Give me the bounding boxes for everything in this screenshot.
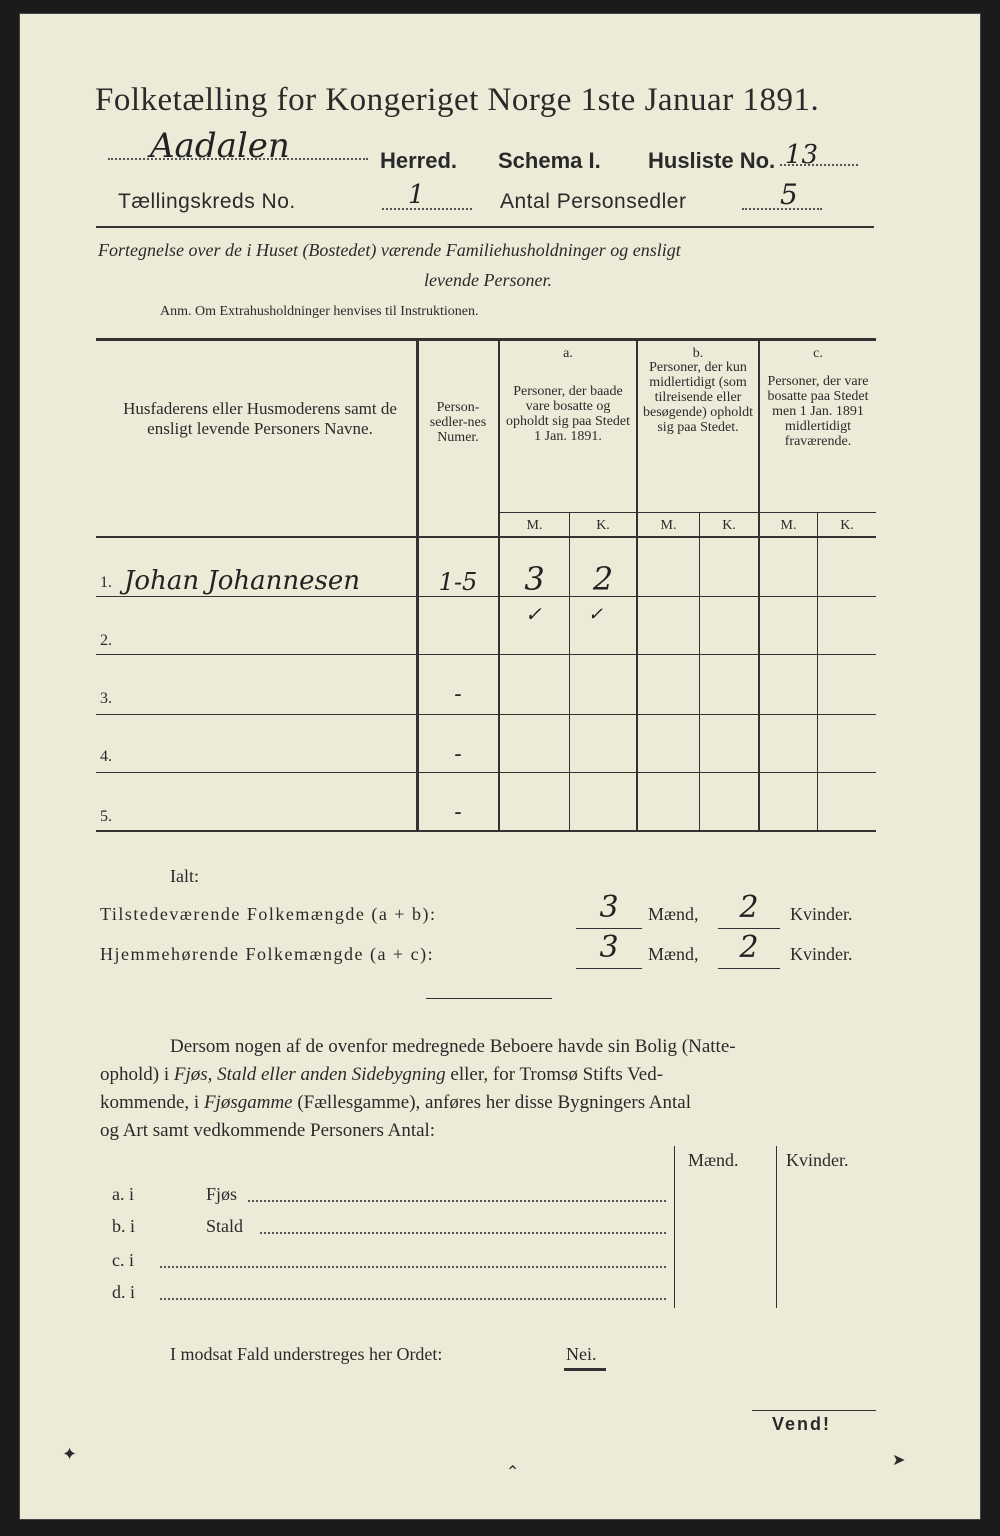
maend-column-header: Mænd.: [688, 1150, 739, 1170]
intro-line1: Fortegnelse over de i Huset (Bostedet) værende Familiehusholdninger og ensligt: [98, 240, 681, 260]
col-c-m: M.: [780, 518, 797, 533]
ialt-label: Ialt:: [170, 866, 199, 886]
anm-note: Anm. Om Extrahusholdninger henvises til Instruktionen.: [160, 304, 479, 319]
tilstede-label: Tilstedeværende Folkemængde (a + b):: [100, 904, 437, 924]
kreds-label: Tællingskreds No.: [118, 190, 296, 213]
kreds-dotline: [382, 208, 472, 210]
tilstede-kvinder-label: Kvinder.: [790, 904, 853, 924]
item-label: a. i: [112, 1184, 134, 1204]
para-line1: Dersom nogen af de ovenfor medregnede Beboere havde sin Bolig (Natte-: [170, 1036, 736, 1057]
row-number: 4.: [100, 748, 112, 765]
tilstede-maend-label: Mænd,: [648, 904, 699, 924]
row-num: -: [454, 800, 462, 825]
tilstede-kvinder-value: 2: [739, 890, 759, 925]
row-name: Johan Johannesen: [124, 566, 361, 596]
row-number: 2.: [100, 632, 112, 649]
check-mark-icon: ✓: [525, 602, 542, 626]
item-text: Stald: [206, 1216, 244, 1236]
herred-value: Aadalen: [150, 126, 290, 166]
col-b-m: M.: [660, 518, 677, 533]
hjemme-maend-label: Mænd,: [648, 944, 699, 964]
item-label: d. i: [112, 1282, 136, 1302]
item-label: c. i: [112, 1250, 134, 1270]
antal-value: 5: [780, 178, 798, 211]
hjemme-maend-value: 3: [599, 930, 619, 965]
row-number: 3.: [100, 690, 112, 707]
section-divider: [426, 998, 552, 999]
husliste-label: Husliste No.: [648, 148, 776, 173]
col-c-k: K.: [840, 518, 854, 533]
header-rule: [96, 226, 874, 228]
row-number: 5.: [100, 808, 112, 825]
tilstede-maend-value: 3: [599, 890, 619, 925]
corner-mark-icon: ✦: [62, 1444, 78, 1464]
check-mark-icon: ✓: [588, 604, 604, 625]
row-a-k: 2: [592, 560, 614, 598]
para-line4: og Art samt vedkommende Personers Antal:: [100, 1120, 436, 1141]
col-c-letter: c.: [813, 346, 823, 361]
intro-line2: levende Personer.: [424, 270, 552, 290]
col-name-header: Husfaderens eller Husmoderens samt de ensligt levende Personers Navne.: [123, 399, 397, 438]
item-label: b. i: [112, 1216, 136, 1236]
vend-label: Vend!: [772, 1414, 832, 1434]
col-a-m: M.: [526, 518, 543, 533]
hjemme-label: Hjemmehørende Folkemængde (a + c):: [100, 944, 435, 964]
row-num: -: [454, 742, 462, 767]
col-b-header: Personer, der kun midlertidigt (som tilreisende eller besøgende) opholdt sig paa Stedet.: [642, 360, 754, 435]
col-c-header: Personer, der vare bosatte paa Stedet men 1 Jan. 1891 midlertidigt fraværende.: [767, 374, 869, 449]
row-num: -: [454, 682, 462, 707]
col-num-header: Person-sedler-nes Numer.: [429, 400, 487, 445]
col-b-k: K.: [722, 518, 736, 533]
herred-label: Herred.: [380, 148, 458, 173]
hjemme-kvinder-value: 2: [739, 930, 759, 965]
row-number: 1.: [100, 574, 112, 591]
kvinder-column-header: Kvinder.: [786, 1150, 849, 1170]
row-num: 1-5: [438, 568, 478, 596]
antal-label: Antal Personsedler: [500, 190, 687, 213]
col-a-letter: a.: [563, 346, 573, 361]
col-b-letter: b.: [692, 346, 704, 361]
husliste-value: 13: [785, 140, 819, 170]
modsat-text: I modsat Fald understreges her Ordet:: [170, 1344, 443, 1364]
col-a-k: K.: [596, 518, 610, 533]
para-line2: ophold) i Fjøs, Stald eller anden Sidebygning eller, for Tromsø Stifts Ved-: [100, 1064, 664, 1085]
item-text: Fjøs: [206, 1184, 238, 1204]
caret-mark-icon: ⌃: [506, 1464, 520, 1481]
corner-mark-icon: ➤: [892, 1452, 906, 1469]
col-a-header: Personer, der baade vare bosatte og opholdt sig paa Stedet 1 Jan. 1891.: [505, 384, 631, 444]
para-line3: kommende, i Fjøsgamme (Fællesgamme), anføres her disse Bygningers Antal: [100, 1092, 692, 1113]
nei-word: Nei.: [566, 1344, 597, 1364]
nei-underline: [564, 1368, 606, 1371]
schema-label: Schema I.: [498, 148, 601, 173]
row-a-m: 3: [524, 560, 545, 598]
kreds-value: 1: [408, 180, 425, 210]
form-title: Folketælling for Kongeriget Norge 1ste Januar 1891.: [95, 82, 820, 118]
hjemme-kvinder-label: Kvinder.: [790, 944, 853, 964]
census-form: [20, 14, 980, 1519]
